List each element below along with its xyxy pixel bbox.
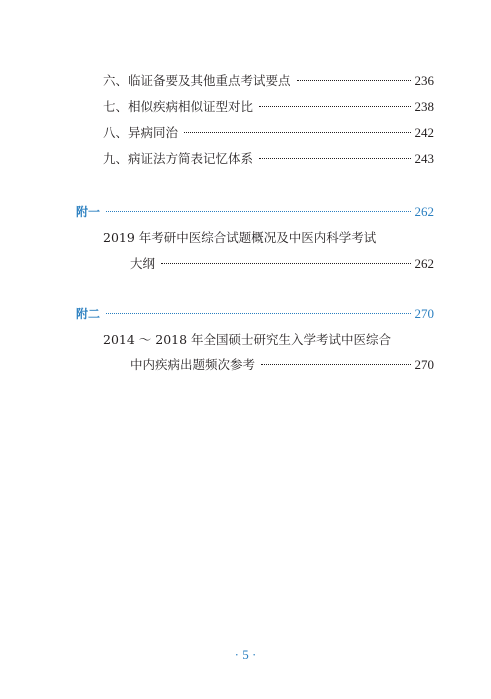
page-number: · 5 ·: [234, 647, 257, 662]
toc-item-label: 八、异病同治: [103, 125, 179, 140]
toc-item-page: 243: [414, 151, 434, 166]
appendix-2-entry-line1[interactable]: 2014 ～ 2018 年全国硕士研究生入学考试中医综合: [103, 332, 392, 347]
toc-item-page: 238: [414, 99, 434, 114]
appendix-1-entry-page: 262: [414, 256, 434, 271]
appendix-2-entry-label: 中内疾病出题频次参考: [130, 357, 256, 372]
dot-leader: [106, 313, 410, 314]
appendix-1-entry-line1[interactable]: 2019 年考研中医综合试题概况及中医内科学考试: [103, 230, 377, 245]
appendix-2-entry-line2[interactable]: [130, 356, 434, 374]
appendix-2-entry-page: 270: [414, 357, 434, 372]
appendix-2-heading[interactable]: [76, 305, 434, 323]
toc-item-label: 六、临证备要及其他重点考试要点: [103, 73, 291, 88]
dot-leader: [106, 211, 410, 212]
dot-leader: [261, 364, 410, 365]
appendix-1-entry-line2[interactable]: [130, 255, 434, 273]
dot-leader: [297, 80, 411, 81]
toc-item-8[interactable]: [103, 124, 434, 142]
appendix-2-label: 附二: [76, 307, 101, 321]
toc-item-page: 242: [414, 125, 434, 140]
toc-item-9[interactable]: [103, 150, 434, 168]
dot-leader: [259, 106, 410, 107]
toc-item-7[interactable]: [103, 98, 434, 116]
appendix-1-label: 附一: [76, 205, 101, 219]
dot-leader: [184, 132, 410, 133]
appendix-2-page: 270: [414, 306, 434, 321]
appendix-1-heading[interactable]: [76, 203, 434, 221]
toc-item-6[interactable]: [103, 72, 434, 90]
toc-item-page: 236: [414, 73, 434, 88]
appendix-1-entry-label: 大纲: [130, 256, 156, 271]
dot-leader: [161, 263, 410, 264]
toc-item-label: 九、病证法方简表记忆体系: [103, 151, 254, 166]
appendix-1-page: 262: [414, 204, 434, 219]
toc-item-label: 七、相似疾病相似证型对比: [103, 99, 254, 114]
dot-leader: [259, 158, 410, 159]
